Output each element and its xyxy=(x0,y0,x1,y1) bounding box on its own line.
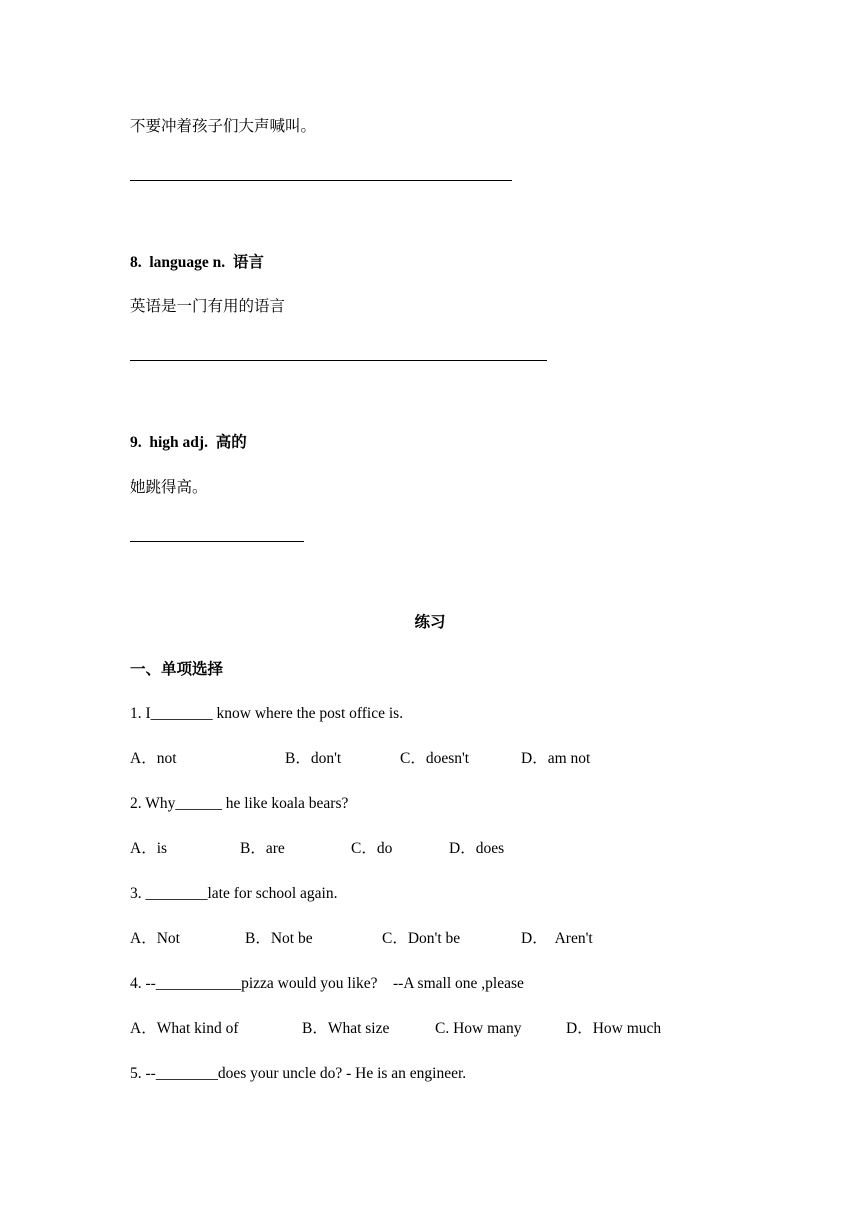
question-2-option-b[interactable]: B．are xyxy=(240,840,285,857)
question-2-option-a[interactable]: A．is xyxy=(130,840,168,857)
example-sentence-9: 她跳得高。 xyxy=(130,479,208,496)
example-sentence-7: 不要冲着孩子们大声喊叫。 xyxy=(130,118,317,135)
answer-line-9[interactable] xyxy=(130,541,304,542)
question-4-option-d[interactable]: D．How much xyxy=(566,1020,662,1037)
question-1-option-b[interactable]: B．don't xyxy=(285,750,342,767)
question-4-stem: 4. --___________pizza would you like? --A small one ,please xyxy=(130,975,524,992)
question-3-option-a[interactable]: A．Not xyxy=(130,930,180,947)
question-1-option-c[interactable]: C．doesn't xyxy=(400,750,470,767)
section-heading: 一、单项选择 xyxy=(130,661,224,678)
question-3-option-b[interactable]: B．Not be xyxy=(245,930,313,947)
question-3-stem: 3. ________late for school again. xyxy=(130,885,338,902)
example-sentence-8: 英语是一门有用的语言 xyxy=(130,298,286,315)
question-1-option-d[interactable]: D．am not xyxy=(521,750,591,767)
question-1-stem: 1. I________ know where the post office is. xyxy=(130,705,404,722)
vocab-heading-8: 8. language n. 语言 xyxy=(130,254,264,271)
answer-line-7[interactable] xyxy=(130,180,512,181)
question-3-option-c[interactable]: C．Don't be xyxy=(382,930,461,947)
question-3-option-d[interactable]: D． Aren't xyxy=(521,930,593,947)
question-5-stem: 5. --________does your uncle do? - He is an engineer. xyxy=(130,1065,467,1082)
question-4-option-b[interactable]: B．What size xyxy=(302,1020,390,1037)
question-2-stem: 2. Why______ he like koala bears? xyxy=(130,795,349,812)
answer-line-8[interactable] xyxy=(130,360,547,361)
question-1-option-a[interactable]: A．not xyxy=(130,750,177,767)
question-4-option-c[interactable]: C. How many xyxy=(435,1020,522,1037)
exercise-title: 练习 xyxy=(414,614,446,631)
question-4-option-a[interactable]: A．What kind of xyxy=(130,1020,239,1037)
vocab-heading-9: 9. high adj. 高的 xyxy=(130,434,247,451)
question-2-option-d[interactable]: D．does xyxy=(449,840,505,857)
question-2-option-c[interactable]: C．do xyxy=(351,840,393,857)
